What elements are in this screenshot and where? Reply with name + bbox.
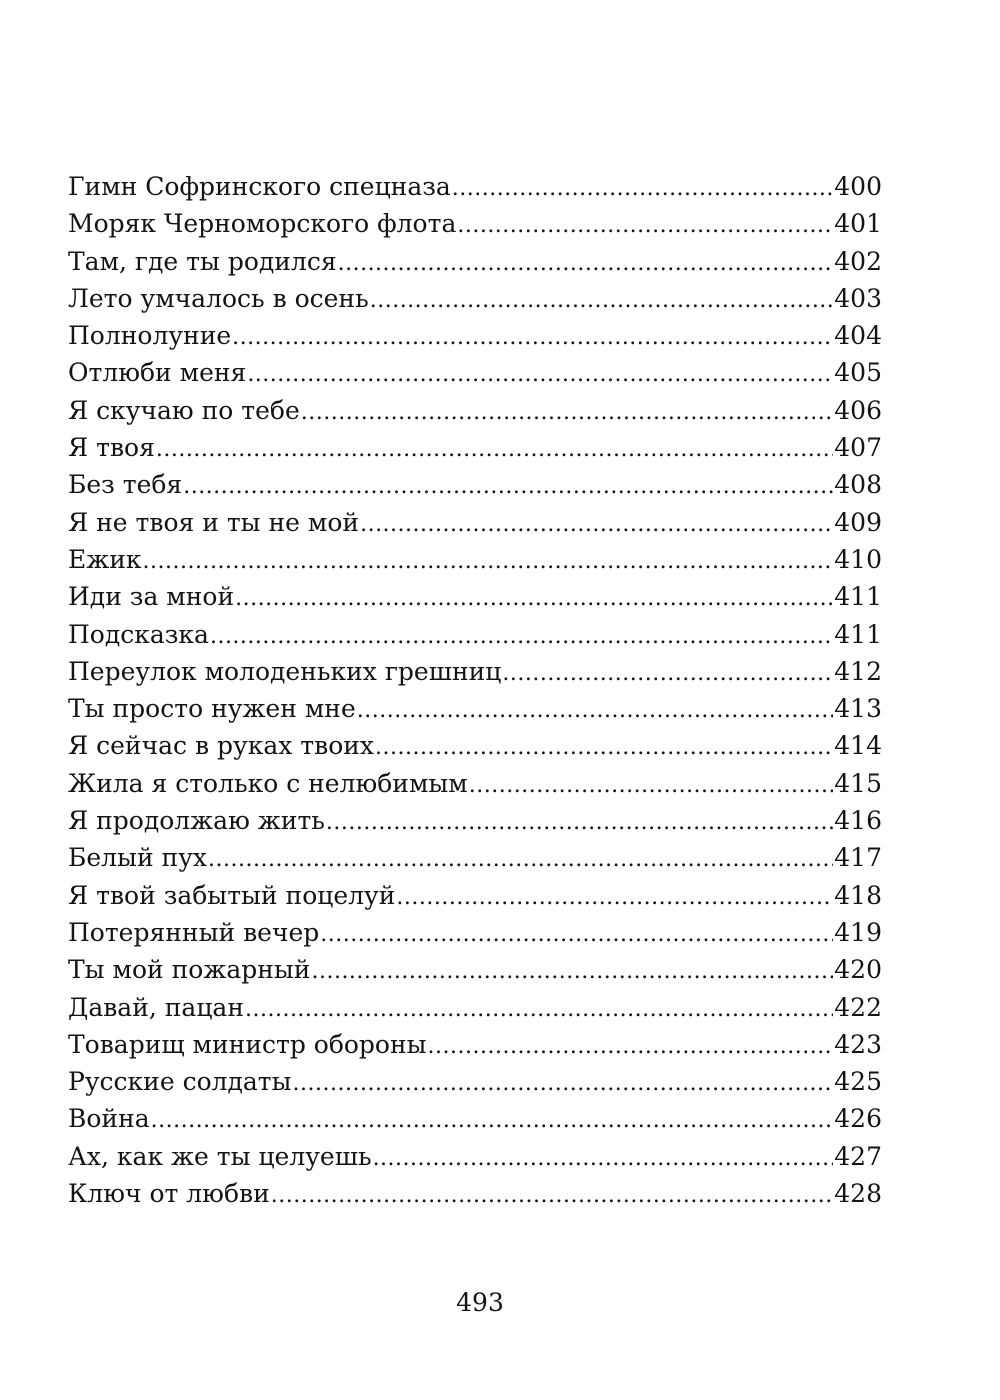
- toc-entry-title: Русские солдаты: [68, 1067, 292, 1097]
- toc-entry[interactable]: [68, 317, 882, 354]
- toc-entry-title: Лето умчалось в осень: [68, 283, 369, 313]
- toc-entry-page: 404: [834, 321, 882, 351]
- toc-leader-dots: [143, 543, 834, 580]
- toc-entry-page: 405: [834, 358, 882, 388]
- toc-entry-title: Там, где ты родился: [68, 246, 337, 276]
- toc-entry-page: 403: [834, 283, 882, 313]
- toc-entry-title: Гимн Софринского спецназа: [68, 172, 451, 201]
- toc-entry-page: 428: [834, 1179, 882, 1209]
- toc-leader-dots: [156, 431, 833, 468]
- toc-entry[interactable]: [68, 392, 882, 429]
- toc-leader-dots: [502, 655, 833, 692]
- toc-leader-dots: [373, 1140, 834, 1177]
- toc-entry-page: 406: [834, 395, 882, 425]
- toc-entry-title: Ты мой пожарный: [68, 955, 311, 985]
- toc-entry-title: Ах, как же ты целуешь: [68, 1141, 372, 1171]
- toc-leader-dots: [457, 207, 833, 244]
- toc-entry[interactable]: [68, 802, 882, 839]
- toc-entry-page: 422: [834, 992, 882, 1022]
- toc-entry-title: Я твоя: [68, 433, 155, 463]
- toc-entry-title: Полнолуние: [68, 321, 232, 351]
- toc-leader-dots: [311, 953, 833, 990]
- toc-entry[interactable]: [68, 429, 882, 466]
- toc-entry-page: 408: [834, 470, 882, 500]
- toc-entry-title: Я твой забытый поцелуй: [68, 880, 396, 910]
- toc-entry[interactable]: [68, 653, 882, 690]
- toc-leader-dots: [235, 580, 833, 617]
- toc-entry[interactable]: [68, 243, 882, 280]
- toc-entry-title: Я сейчас в руках твоих: [68, 731, 375, 761]
- toc-leader-dots: [245, 991, 833, 1028]
- toc-entry[interactable]: [68, 690, 882, 727]
- toc-entry-page: 416: [834, 806, 882, 836]
- toc-entry[interactable]: [68, 914, 882, 951]
- toc-entry-title: Подсказка: [68, 619, 209, 649]
- toc-entry[interactable]: [68, 1026, 882, 1063]
- toc-entry-title: Переулок молоденьких грешниц: [68, 656, 502, 686]
- toc-entry[interactable]: [68, 877, 882, 914]
- toc-entry-title: Моряк Черноморского флота: [68, 209, 457, 239]
- toc-entry-title: Иди за мной: [68, 582, 235, 612]
- toc-entry-title: Белый пух: [68, 843, 208, 873]
- toc-leader-dots: [338, 245, 834, 282]
- toc-leader-dots: [469, 767, 834, 804]
- toc-leader-dots: [183, 468, 833, 505]
- toc-entry-title: Давай, пацан: [68, 992, 244, 1022]
- toc-entry-title: Без тебя: [68, 470, 183, 500]
- page-number: 493: [456, 1288, 504, 1317]
- table-of-contents: [68, 168, 882, 1212]
- toc-leader-dots: [232, 319, 833, 356]
- toc-entry[interactable]: [68, 727, 882, 764]
- toc-entry-page: 411: [834, 582, 882, 612]
- toc-leader-dots: [210, 618, 833, 655]
- toc-leader-dots: [452, 170, 834, 207]
- toc-leader-dots: [428, 1028, 834, 1065]
- toc-entry[interactable]: [68, 1138, 882, 1175]
- toc-entry-title: Жила я столько с нелюбимым: [68, 768, 468, 798]
- toc-entry[interactable]: [68, 1175, 882, 1212]
- toc-entry-page: 419: [834, 917, 882, 947]
- toc-entry-title: Отлюби меня: [68, 358, 247, 388]
- toc-entry-page: 425: [834, 1067, 882, 1097]
- toc-entry-page: 427: [834, 1141, 882, 1171]
- toc-leader-dots: [370, 282, 834, 319]
- toc-entry-page: 423: [834, 1029, 882, 1059]
- toc-entry[interactable]: [68, 504, 882, 541]
- toc-entry-title: Я продолжаю жить: [68, 806, 325, 836]
- toc-entry[interactable]: [68, 280, 882, 317]
- toc-entry[interactable]: [68, 466, 882, 503]
- toc-entry-page: 411: [834, 619, 882, 649]
- toc-entry-page: 401: [834, 209, 882, 239]
- toc-entry-title: Я не твоя и ты не мой: [68, 507, 360, 537]
- toc-entry-page: 415: [834, 768, 882, 798]
- toc-entry-page: 410: [834, 544, 882, 574]
- toc-leader-dots: [326, 804, 833, 841]
- toc-entry[interactable]: [68, 541, 882, 578]
- toc-entry-title: Война: [68, 1104, 150, 1134]
- toc-entry[interactable]: [68, 951, 882, 988]
- toc-leader-dots: [271, 1177, 834, 1214]
- toc-leader-dots: [320, 916, 833, 953]
- toc-entry-page: 402: [834, 246, 882, 276]
- toc-entry[interactable]: [68, 616, 882, 653]
- toc-leader-dots: [360, 506, 833, 543]
- toc-leader-dots: [247, 356, 833, 393]
- toc-entry[interactable]: [68, 1063, 882, 1100]
- toc-entry[interactable]: [68, 989, 882, 1026]
- toc-entry[interactable]: [68, 839, 882, 876]
- toc-entry-title: Я скучаю по тебе: [68, 395, 300, 425]
- toc-entry-title: Ежик: [68, 544, 142, 574]
- toc-entry-page: 417: [834, 843, 882, 873]
- toc-entry[interactable]: [68, 354, 882, 391]
- toc-entry-page: 412: [834, 656, 882, 686]
- toc-leader-dots: [301, 394, 834, 431]
- toc-entry-title: Ключ от любви: [68, 1179, 270, 1209]
- toc-entry-page: 413: [834, 694, 882, 724]
- toc-entry-title: Ты просто нужен мне: [68, 694, 356, 724]
- toc-entry-title: Товарищ министр обороны: [68, 1029, 427, 1059]
- toc-leader-dots: [151, 1102, 834, 1139]
- toc-entry[interactable]: [68, 205, 882, 242]
- toc-entry-page: 418: [834, 880, 882, 910]
- toc-entry-page: 409: [834, 507, 882, 537]
- toc-entry[interactable]: [68, 1100, 882, 1137]
- toc-entry-page: 407: [834, 433, 882, 463]
- toc-leader-dots: [357, 692, 834, 729]
- toc-leader-dots: [293, 1065, 834, 1102]
- toc-entry-page: 400: [834, 172, 882, 201]
- toc-entry-title: Потерянный вечер: [68, 917, 320, 947]
- toc-entry[interactable]: [68, 578, 882, 615]
- toc-leader-dots: [396, 879, 833, 916]
- toc-entry[interactable]: [68, 168, 882, 205]
- toc-entry-page: 420: [834, 955, 882, 985]
- toc-entry-page: 426: [834, 1104, 882, 1134]
- toc-leader-dots: [375, 729, 833, 766]
- toc-entry[interactable]: [68, 765, 882, 802]
- toc-entry-page: 414: [834, 731, 882, 761]
- toc-leader-dots: [208, 841, 833, 878]
